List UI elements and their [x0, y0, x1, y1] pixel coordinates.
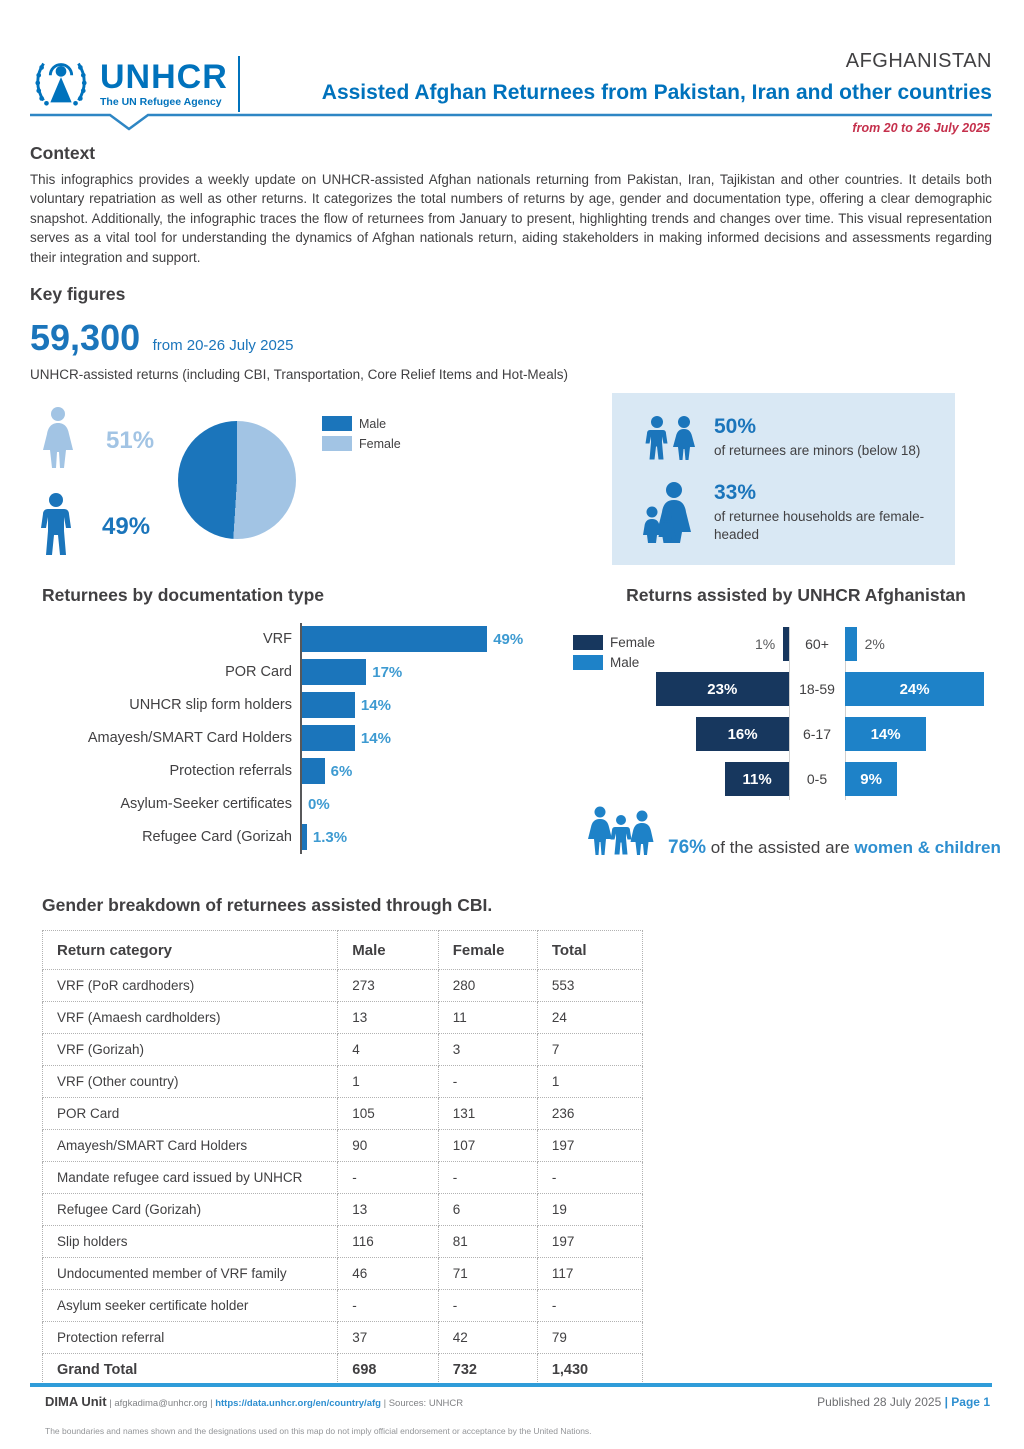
footer-separator: |: [944, 1395, 948, 1409]
doc-category-label: Protection referrals: [169, 763, 292, 779]
table-cell: Slip holders: [43, 1226, 338, 1258]
table-cell: 107: [438, 1130, 537, 1162]
doc-chart-row: [42, 725, 542, 751]
table-cell: 46: [338, 1258, 438, 1290]
pyramid-row: [489, 717, 1009, 751]
doc-bar: [302, 659, 366, 685]
footer-separator: |: [210, 1398, 213, 1409]
context-heading: Context: [30, 143, 96, 163]
pyramid-male-bar: 9%: [845, 762, 897, 796]
unhcr-emblem-icon: [30, 50, 92, 117]
logo-divider: [238, 56, 240, 112]
footer-separator: |: [109, 1398, 112, 1409]
female-headed-household-icon: [638, 481, 704, 544]
table-row: [43, 1226, 643, 1258]
cbi-column-header: Return category: [43, 931, 338, 970]
table-cell: 698: [338, 1354, 438, 1386]
table-row: [43, 1002, 643, 1034]
doc-category-label: Refugee Card (Gorizah: [142, 829, 292, 845]
table-row: [43, 1322, 643, 1354]
doc-category-label: POR Card: [225, 664, 292, 680]
doc-bar-zone: [300, 689, 391, 722]
doc-bar: [302, 626, 487, 652]
table-cell: 280: [438, 970, 537, 1002]
unhcr-logo-text: [100, 57, 228, 108]
table-cell: Protection referral: [43, 1322, 338, 1354]
doc-chart-row: [42, 626, 542, 652]
page-title: Assisted Afghan Returnees from Pakistan, Iran and other countries: [321, 81, 992, 104]
legend-label: Male: [610, 655, 640, 670]
pyramid-female-zone: [489, 717, 789, 751]
pyramid-male-zone: [845, 717, 1009, 751]
table-cell: Grand Total: [43, 1354, 338, 1386]
table-cell: 42: [438, 1322, 537, 1354]
assisted-text: of the assisted are: [710, 838, 850, 857]
doc-bar: [302, 758, 325, 784]
footer-page-number: Page 1: [951, 1395, 990, 1409]
footer-published: Published 28 July 2025: [817, 1395, 942, 1409]
table-cell: VRF (Other country): [43, 1066, 338, 1098]
table-cell: 79: [537, 1322, 642, 1354]
doc-bar-zone: [300, 722, 391, 755]
table-cell: POR Card: [43, 1098, 338, 1130]
table-cell: VRF (PoR cardhoders): [43, 970, 338, 1002]
table-cell: 13: [338, 1002, 438, 1034]
doc-value-label: 1.3%: [312, 828, 348, 846]
doc-chart-row: [42, 824, 542, 850]
pyramid-male-bar: [845, 627, 857, 661]
pyramid-female-zone: [489, 672, 789, 706]
table-cell: Asylum seeker certificate holder: [43, 1290, 338, 1322]
doc-chart-row: [42, 659, 542, 685]
pie-legend-item: [322, 416, 401, 431]
female-headed-text: of returnee households are female-headed: [714, 509, 925, 543]
assisted-summary: [588, 806, 1001, 863]
pyramid-chart: [489, 623, 1009, 813]
pyramid-age-label: 6-17: [802, 726, 832, 742]
cbi-table-title: Gender breakdown of returnees assisted through CBI.: [42, 895, 493, 915]
footer-sources: Sources: UNHCR: [388, 1398, 464, 1409]
cbi-table: [42, 930, 643, 1386]
table-cell: 13: [338, 1194, 438, 1226]
cbi-column-header: Male: [338, 931, 438, 970]
table-cell: 81: [438, 1226, 537, 1258]
minors-text: of returnees are minors (below 18): [714, 443, 921, 458]
legend-label: Female: [359, 436, 401, 451]
cbi-column-header: Female: [438, 931, 537, 970]
pie-legend-item: [322, 436, 401, 451]
doc-bar-zone: [300, 821, 347, 854]
pyramid-female-bar: 11%: [725, 762, 789, 796]
table-cell: -: [537, 1290, 642, 1322]
unhcr-logo-tagline: The UN Refugee Agency: [100, 95, 222, 108]
table-cell: 90: [338, 1130, 438, 1162]
table-cell: 116: [338, 1226, 438, 1258]
pyramid-female-zone: [489, 762, 789, 796]
table-cell: 732: [438, 1354, 537, 1386]
doc-value-label: 14%: [360, 696, 391, 714]
doc-value-label: 0%: [308, 795, 330, 813]
table-cell: 6: [438, 1194, 537, 1226]
table-cell: Mandate refugee card issued by UNHCR: [43, 1162, 338, 1194]
context-paragraph: This infographics provides a weekly update on UNHCR-assisted Afghan nationals returning from Pakistan, Iran, Tajikistan and other countries. It details both voluntary repatriation as well as other returns. It categorizes the total numbers of returns by age, gender and documentation type, offering a clear demographic snapshot. Additionally, the infographic traces the flow of returnees from January to present, highlighting trends and changes over time. This visual representation serves as a vital tool for understanding the dynamics of Afghan nationals return, aiding stakeholders in making informed decisions and assessments regarding their integration and support.: [30, 172, 992, 265]
table-cell: -: [438, 1290, 537, 1322]
pyramid-row: [489, 672, 1009, 706]
pyramid-age-label: 60+: [805, 636, 829, 652]
pyramid-male-bar: 24%: [845, 672, 984, 706]
footer-email-link[interactable]: afgkadima@unhcr.org: [114, 1398, 208, 1409]
pyramid-age-label: 18-59: [799, 681, 835, 697]
assisted-percent: 76%: [668, 837, 707, 858]
pie-legend: [322, 416, 401, 456]
pyramid-male-bar: 14%: [845, 717, 926, 751]
report-date-range: from 20 to 26 July 2025: [852, 121, 990, 135]
gender-split: [36, 405, 166, 577]
table-cell: 19: [537, 1194, 642, 1226]
documentation-chart: [42, 585, 542, 857]
documentation-chart-title: Returnees by documentation type: [42, 585, 324, 605]
assisted-emphasis: women & children: [854, 838, 1001, 857]
female-headed-percent: 33%: [714, 481, 757, 504]
table-cell: 1,430: [537, 1354, 642, 1386]
unhcr-logo-name: UNHCR: [100, 57, 228, 96]
doc-bar: [302, 824, 307, 850]
doc-value-label: 17%: [372, 663, 403, 681]
doc-chart-row: [42, 692, 542, 718]
country-label: AFGHANISTAN: [845, 50, 992, 72]
unhcr-logo: [30, 50, 240, 117]
women-children-icon: [588, 806, 660, 863]
footer-disclaimer: The boundaries and names shown and the designations used on this map do not imply official endorsement or acceptance by the United Nations.: [45, 1426, 592, 1436]
footer-rule: [30, 1383, 992, 1387]
context-section: [30, 143, 992, 267]
doc-bar-zone: [300, 755, 352, 788]
cbi-table-header-row: [43, 931, 643, 970]
table-cell: 1: [537, 1066, 642, 1098]
table-row: [43, 1098, 643, 1130]
table-cell: VRF (Amaesh cardholders): [43, 1002, 338, 1034]
pyramid-age-label: 0-5: [806, 771, 828, 787]
table-cell: 37: [338, 1322, 438, 1354]
pyramid-male-zone: [845, 672, 1009, 706]
pyramid-value-label: 1%: [754, 636, 776, 652]
footer-unit: DIMA Unit: [45, 1394, 107, 1409]
doc-value-label: 14%: [360, 729, 391, 747]
female-icon: [36, 406, 80, 477]
doc-category-label: Asylum-Seeker certificates: [120, 796, 292, 812]
doc-bar-zone: [300, 788, 330, 821]
highlights-box: [612, 393, 955, 565]
key-figure-value: 59,300: [30, 317, 141, 358]
table-cell: 1: [338, 1066, 438, 1098]
minors-icon: [638, 415, 704, 463]
table-row: [43, 1162, 643, 1194]
table-cell: -: [438, 1066, 537, 1098]
doc-category-label: Amayesh/SMART Card Holders: [87, 730, 292, 746]
table-cell: 4: [338, 1034, 438, 1066]
doc-value-label: 49%: [493, 630, 524, 648]
documentation-chart-rows: [42, 626, 542, 850]
cbi-table-section: [42, 895, 646, 1386]
doc-category-label: UNHCR slip form holders: [129, 697, 292, 713]
table-cell: -: [537, 1162, 642, 1194]
table-cell: 197: [537, 1226, 642, 1258]
table-row: [43, 1066, 643, 1098]
table-row: [43, 1034, 643, 1066]
table-row: [43, 970, 643, 1002]
cbi-column-header: Total: [537, 931, 642, 970]
table-row: [43, 1354, 643, 1386]
pyramid-male-zone: [845, 627, 1009, 661]
key-figures-section: [30, 284, 992, 382]
header: [30, 50, 992, 117]
gender-pie-chart: [178, 421, 296, 539]
footer-data-portal-link[interactable]: https://data.unhcr.org/en/country/afg: [215, 1398, 381, 1409]
table-cell: VRF (Gorizah): [43, 1034, 338, 1066]
key-figures-heading: Key figures: [30, 284, 126, 304]
table-cell: 197: [537, 1130, 642, 1162]
footer: [45, 1394, 990, 1409]
doc-chart-row: [42, 791, 542, 817]
table-cell: -: [338, 1162, 438, 1194]
pyramid-rows: [489, 627, 1009, 807]
doc-category-label: VRF: [263, 631, 292, 647]
doc-bar: [302, 725, 355, 751]
key-figure-period: from 20-26 July 2025: [152, 337, 294, 354]
pyramid-row: [489, 762, 1009, 796]
table-row: [43, 1130, 643, 1162]
doc-chart-row: [42, 758, 542, 784]
table-cell: 236: [537, 1098, 642, 1130]
table-cell: Amayesh/SMART Card Holders: [43, 1130, 338, 1162]
table-cell: 553: [537, 970, 642, 1002]
table-cell: 131: [438, 1098, 537, 1130]
table-cell: 105: [338, 1098, 438, 1130]
table-row: [43, 1258, 643, 1290]
legend-label: Female: [610, 635, 656, 650]
pyramid-row: [489, 627, 1009, 661]
table-cell: 7: [537, 1034, 642, 1066]
table-cell: 71: [438, 1258, 537, 1290]
header-rule: [30, 112, 992, 136]
key-figure-description: UNHCR-assisted returns (including CBI, Transportation, Core Relief Items and Hot-Meals): [30, 367, 568, 382]
table-row: [43, 1290, 643, 1322]
table-cell: Undocumented member of VRF family: [43, 1258, 338, 1290]
pyramid-female-bar: 16%: [696, 717, 789, 751]
male-percent: 49%: [102, 513, 151, 540]
legend-label: Male: [359, 416, 387, 431]
header-right: [322, 50, 992, 105]
male-icon: [36, 492, 76, 563]
female-percent: 51%: [106, 427, 155, 454]
pyramid-chart-title: Returns assisted by UNHCR Afghanistan: [626, 585, 966, 605]
doc-value-label: 6%: [330, 762, 353, 780]
minors-percent: 50%: [714, 415, 757, 438]
table-cell: Refugee Card (Gorizah): [43, 1194, 338, 1226]
table-cell: -: [438, 1162, 537, 1194]
table-cell: 24: [537, 1002, 642, 1034]
table-cell: 3: [438, 1034, 537, 1066]
legend-swatch: [322, 416, 352, 431]
pyramid-female-bar: 23%: [656, 672, 789, 706]
table-cell: 117: [537, 1258, 642, 1290]
table-cell: 273: [338, 970, 438, 1002]
cbi-table-body: [43, 970, 643, 1386]
pyramid-male-zone: [845, 762, 1009, 796]
legend-swatch: [322, 436, 352, 451]
doc-bar-zone: [300, 656, 402, 689]
table-cell: -: [338, 1290, 438, 1322]
pyramid-female-zone: [489, 627, 789, 661]
footer-separator: |: [383, 1398, 387, 1409]
table-cell: 11: [438, 1002, 537, 1034]
table-row: [43, 1194, 643, 1226]
doc-bar: [302, 692, 355, 718]
pyramid-value-label: 2%: [864, 636, 885, 652]
